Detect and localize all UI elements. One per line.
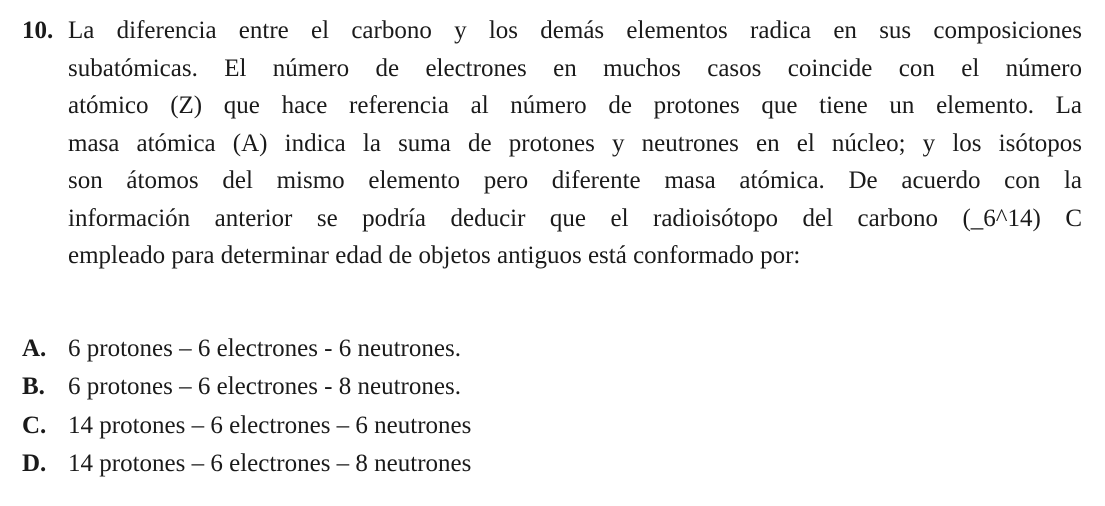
question-line: son átomos del mismo elemento pero diferente masa atómica. De acuerdo con la <box>68 167 1082 194</box>
question-line: subatómicas. El número de electrones en muchos casos coincide con el número <box>68 54 1082 82</box>
option-d[interactable] <box>22 445 722 483</box>
question-line: La diferencia entre el carbono y los demás elementos radica en sus composiciones <box>68 17 1082 44</box>
option-a[interactable] <box>22 330 722 368</box>
option-text: 14 protones – 6 electrones – 6 neutrones <box>68 411 472 439</box>
question-line: información anterior se podría deducir que el radioisótopo del carbono (_6^14) C <box>68 204 1082 232</box>
option-letter: A. <box>22 335 47 362</box>
option-b[interactable] <box>22 368 722 406</box>
option-letter: C. <box>22 411 47 439</box>
question-line: atómico (Z) que hace referencia al número de protones que tiene un elemento. La <box>68 92 1082 119</box>
question-line: empleado para determinar edad de objetos antiguos está conformado por: <box>68 242 801 269</box>
option-letter: B. <box>22 373 45 401</box>
answer-options <box>22 330 722 483</box>
question-number: 10. <box>22 17 54 44</box>
question-line: masa atómica (A) indica la suma de protones y neutrones en el núcleo; y los isótopos <box>68 129 1082 157</box>
option-text: 6 protones – 6 electrones - 8 neutrones. <box>68 373 461 401</box>
question-text <box>68 12 1082 275</box>
option-text: 14 protones – 6 electrones – 8 neutrones <box>68 449 472 477</box>
option-letter: D. <box>22 449 47 477</box>
option-c[interactable] <box>22 407 722 445</box>
option-text: 6 protones – 6 electrones - 6 neutrones. <box>68 335 461 362</box>
